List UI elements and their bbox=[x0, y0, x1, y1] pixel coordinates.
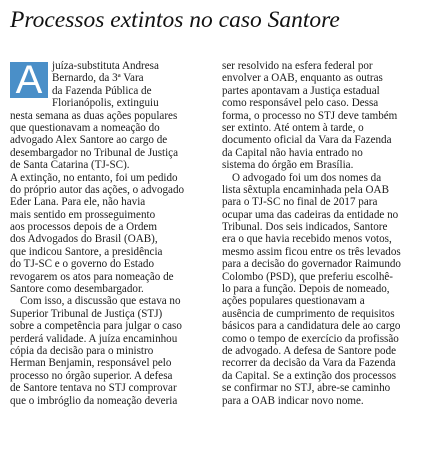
article-text-line: para a decisão do governador Raimundo bbox=[222, 258, 401, 271]
article-text-line: Santore como desembargador. bbox=[10, 283, 144, 296]
article-right-column bbox=[222, 60, 418, 407]
article-text-line: lista sêxtupla encaminhada pela OAB bbox=[222, 183, 389, 196]
left-column-text bbox=[10, 60, 206, 407]
article-text-line: processo no órgão superior. A defesa bbox=[10, 369, 173, 382]
article-text-line: Florianópolis, extinguiu bbox=[52, 97, 159, 110]
article-text-line: que indicou Santore, a presidência bbox=[10, 245, 163, 258]
article-text-line: de advogado. A defesa de Santore pode bbox=[222, 344, 397, 357]
article-text-line: ser extinto. Até ontem à tarde, o bbox=[222, 121, 364, 134]
article-headline: Processos extintos no caso Santore bbox=[10, 7, 340, 33]
article-text-line: básicos para a candidatura dele ao cargo bbox=[222, 320, 401, 333]
article-text-line: que o imbróglio da nomeação deveria bbox=[10, 394, 178, 407]
article-text-line: se confirmar no STJ, abre-se caminho bbox=[222, 382, 391, 395]
drop-cap: A bbox=[10, 62, 48, 98]
article-text-line: Colombo (PSD), que preferiu escolhê- bbox=[222, 270, 393, 283]
article-text-line: envolver a OAB, enquanto as outras bbox=[222, 72, 383, 85]
article-text-line: perderá validade. A juíza encaminhou bbox=[10, 332, 178, 345]
article-text-line: sobre a competência para julgar o caso bbox=[10, 320, 182, 333]
article-text-line: de Santore tentava no STJ comprovar bbox=[10, 382, 177, 395]
article-text-line: mesmo assim ficou entre os três levados bbox=[222, 245, 401, 258]
article-text-line: que questionavam a nomeação do bbox=[10, 121, 160, 134]
article-text-line: Tribunal. Dos seis indicados, Santore bbox=[222, 221, 388, 234]
article-text-line: de Santa Catarina (TJ-SC). bbox=[10, 159, 130, 172]
article-text-line: como o tempo de exercício da profissão bbox=[222, 332, 399, 345]
article-text-line: do próprio autor das ações, o advogado bbox=[10, 183, 185, 196]
article-text-line: da Fazenda Pública de bbox=[52, 84, 152, 97]
article-text-line: dos Advogados do Brasil (OAB), bbox=[10, 233, 158, 246]
article-text-line: A extinção, no entanto, foi um pedido bbox=[10, 171, 178, 184]
article-text-line: ocupar uma das cadeiras da entidade no bbox=[222, 208, 399, 221]
article-text-line: juíza-substituta Andresa bbox=[52, 60, 159, 72]
article-text-line: sistema do órgão em Brasília. bbox=[222, 159, 354, 172]
article-text-line: da Capital. Se a extinção dos processos bbox=[222, 369, 397, 382]
article-text-line: forma, o processo no STJ deve também bbox=[222, 109, 398, 122]
article-text-line: Superior Tribunal de Justiça (STJ) bbox=[10, 307, 163, 320]
article-text-line: Eder Lana. Para ele, não havia bbox=[10, 196, 146, 209]
article-text-line: era o que havia recebido menos votos, bbox=[222, 233, 392, 246]
article-text-line: recorrer da decisão da Vara da Fazenda bbox=[222, 357, 396, 370]
article-text-line: aos processos depois de a Ordem bbox=[10, 221, 157, 234]
article-text-line: para o TJ-SC no final de 2017 para bbox=[222, 196, 378, 209]
article-text-line: advogado Alex Santore ao cargo de bbox=[10, 134, 168, 147]
article-left-column bbox=[10, 60, 206, 407]
article-text-line: O advogado foi um dos nomes da bbox=[232, 171, 382, 184]
article-text-line: partes apontavam a Justiça estadual bbox=[222, 84, 380, 97]
article-text-line: cópia da decisão para o ministro bbox=[10, 344, 154, 357]
article-text-line: do TJ-SC e o governo do Estado bbox=[10, 258, 155, 271]
article-text-line: ausência de cumprimento de requisitos bbox=[222, 307, 395, 320]
article-text-line: para a OAB indicar novo nome. bbox=[222, 394, 364, 407]
article-text-line: como responsável pelo caso. Dessa bbox=[222, 97, 379, 110]
article-text-line: Com isso, a discussão que estava no bbox=[20, 295, 181, 308]
article-text-line: da Capital não havia entrado no bbox=[222, 146, 363, 159]
right-column-text bbox=[222, 60, 418, 407]
article-text-line: mais sentido em prosseguimento bbox=[10, 208, 156, 221]
article-text-line: Bernardo, da 3ª Vara bbox=[52, 72, 144, 85]
article-text-line: desembargador no Tribunal de Justiça bbox=[10, 146, 179, 159]
article-text-line: documento oficial da Vara da Fazenda bbox=[222, 134, 392, 147]
article-text-line: lo para a função. Depois de nomeado, bbox=[222, 283, 390, 296]
article-text-line: ser resolvido na esfera federal por bbox=[222, 60, 373, 72]
article-text-line: revogarem os atos para nomeação de bbox=[10, 270, 174, 283]
article-text-line: nesta semana as duas ações populares bbox=[10, 109, 178, 122]
article-text-line: Herman Benjamin, responsável pelo bbox=[10, 357, 172, 370]
article-text-line: ações populares questionavam a bbox=[222, 295, 365, 308]
